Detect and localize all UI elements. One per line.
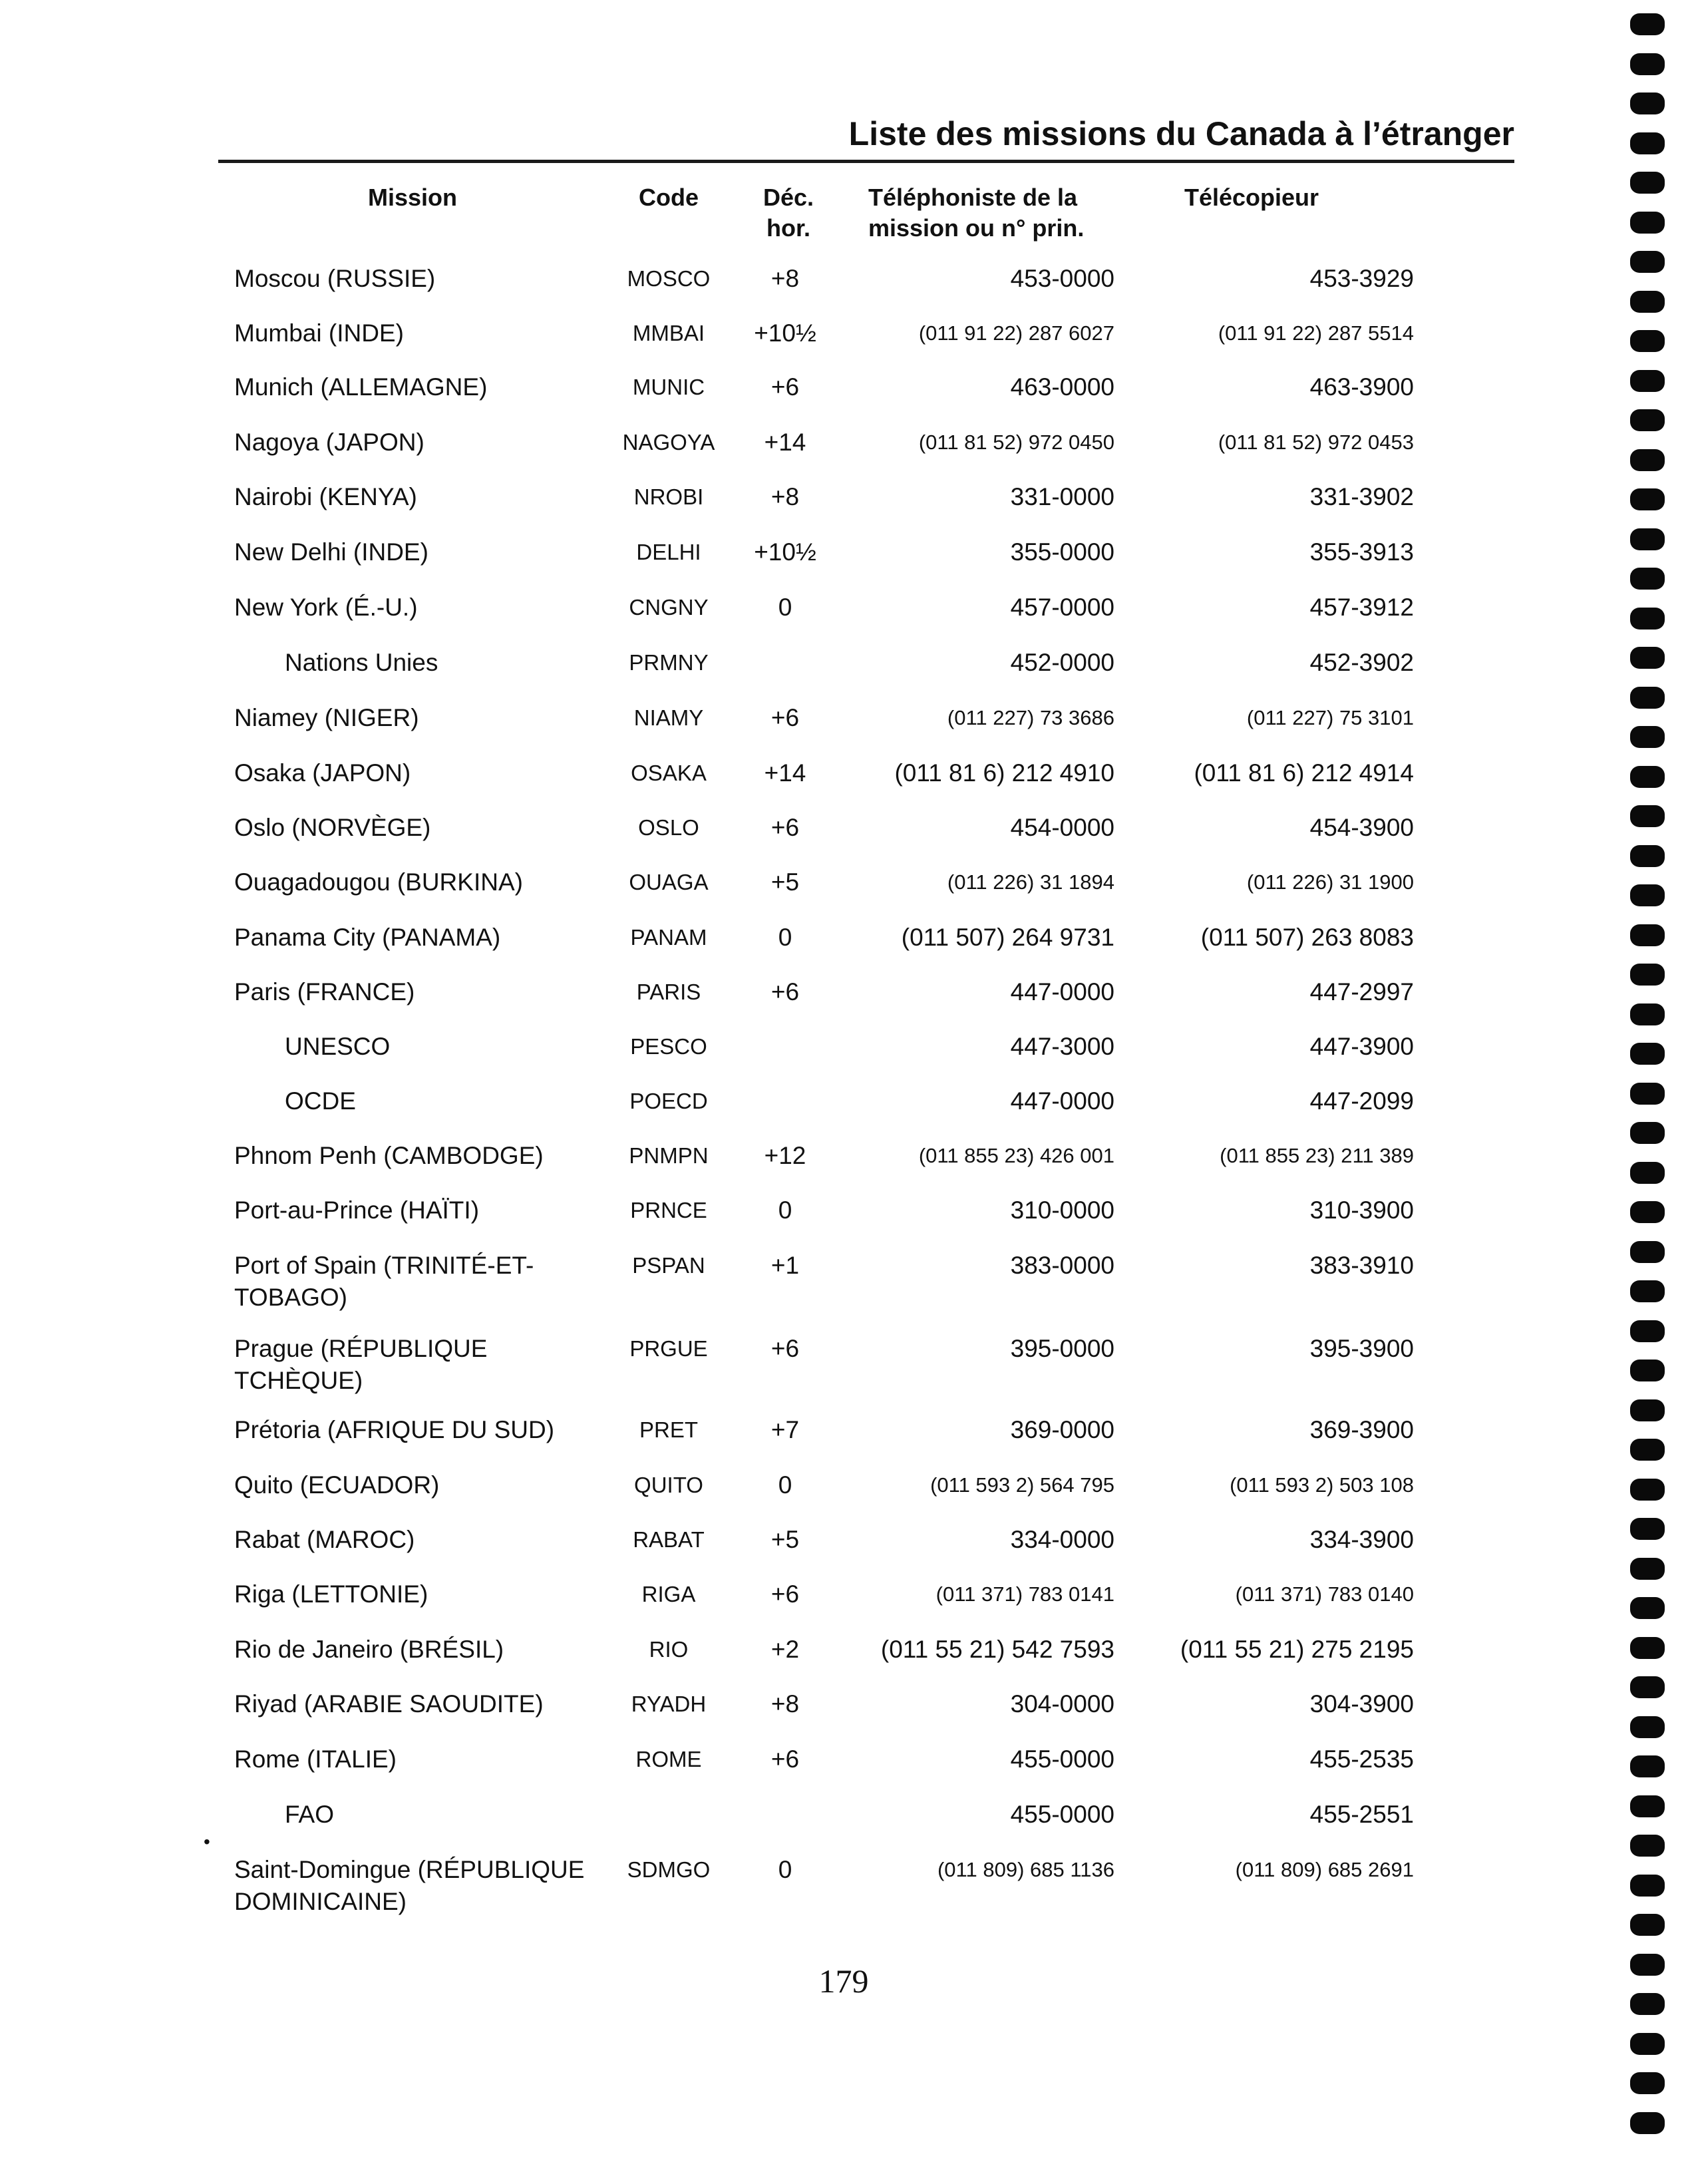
telephone: 334-0000 xyxy=(1010,1526,1114,1553)
binding-hole xyxy=(1630,92,1665,114)
time-offset: +8 xyxy=(770,1690,800,1718)
time-offset: +10½ xyxy=(754,538,816,566)
time-offset: +14 xyxy=(764,429,806,456)
binding-hole xyxy=(1630,1479,1665,1501)
binding-hole xyxy=(1630,1043,1665,1065)
page-number: 179 xyxy=(818,1962,869,2000)
fax: 383-3910 xyxy=(1309,1252,1414,1279)
binding-hole xyxy=(1630,1201,1665,1223)
fax: (011 81 6) 212 4914 xyxy=(1194,759,1414,787)
telephone: 369-0000 xyxy=(1010,1416,1114,1443)
header-mission: Mission xyxy=(367,184,457,211)
binding-hole xyxy=(1630,528,1665,550)
mission-name: Nagoya (JAPON) xyxy=(234,429,424,456)
telephone: (011 371) 783 0141 xyxy=(935,1582,1114,1606)
binding-hole xyxy=(1630,172,1665,194)
fax: 304-3900 xyxy=(1309,1690,1414,1718)
fax: (011 227) 75 3101 xyxy=(1246,706,1414,729)
header-time-offset xyxy=(739,182,838,244)
mission-name: Rome (ITALIE) xyxy=(234,1745,397,1773)
mission-code: PRNCE xyxy=(630,1198,707,1222)
header-telephone-line2: mission ou n° prin. xyxy=(868,214,1085,242)
mission-name: Paris (FRANCE) xyxy=(234,978,415,1005)
mission-code: RABAT xyxy=(633,1527,705,1552)
telephone: 463-0000 xyxy=(1010,373,1114,401)
telephone: (011 227) 73 3686 xyxy=(947,706,1114,729)
binding-hole xyxy=(1630,884,1665,906)
mission-name: Port of Spain (TRINITÉ-ET-TOBAGO) xyxy=(234,1252,534,1311)
time-offset: 0 xyxy=(778,594,792,621)
telephone: (011 226) 31 1894 xyxy=(947,870,1114,894)
fax: 447-2997 xyxy=(1309,978,1414,1005)
time-offset: +7 xyxy=(770,1416,800,1443)
time-offset: +5 xyxy=(770,868,800,896)
mission-code: PSPAN xyxy=(632,1253,705,1278)
telephone: 447-3000 xyxy=(1010,1033,1114,1060)
mission-code: RYADH xyxy=(631,1692,707,1716)
fax: (011 226) 31 1900 xyxy=(1246,870,1414,894)
binding-hole xyxy=(1630,1637,1665,1659)
mission-code: SDMGO xyxy=(627,1857,711,1882)
mission-code: PNMPN xyxy=(629,1143,709,1168)
binding-hole xyxy=(1630,1597,1665,1619)
telephone: 455-0000 xyxy=(1010,1745,1114,1773)
time-offset: +6 xyxy=(770,978,800,1005)
fax: 369-3900 xyxy=(1309,1416,1414,1443)
header-telephone-line1: Téléphoniste de la xyxy=(868,184,1078,211)
mission-name: FAO xyxy=(285,1801,335,1828)
fax: 453-3929 xyxy=(1309,265,1414,292)
binding-hole xyxy=(1630,409,1665,431)
time-offset: +6 xyxy=(770,704,800,731)
fax: 447-3900 xyxy=(1309,1033,1414,1060)
mission-code: PRGUE xyxy=(629,1336,708,1361)
binding-hole xyxy=(1630,1122,1665,1144)
title-rule xyxy=(218,160,1514,163)
fax: 455-2551 xyxy=(1309,1801,1414,1828)
time-offset: +8 xyxy=(770,483,800,510)
binding-hole xyxy=(1630,1993,1665,2015)
binding-hole xyxy=(1630,1716,1665,1738)
bullet-mark: • xyxy=(204,1831,210,1852)
binding-hole xyxy=(1630,291,1665,313)
time-offset: +2 xyxy=(770,1636,800,1663)
mission-code: NIAMY xyxy=(633,705,704,730)
mission-code: RIO xyxy=(649,1637,689,1662)
mission-name: New York (É.-U.) xyxy=(234,594,418,621)
fax: 454-3900 xyxy=(1309,814,1414,841)
telephone: 310-0000 xyxy=(1010,1196,1114,1224)
mission-name: Prague (RÉPUBLIQUE TCHÈQUE) xyxy=(234,1335,488,1394)
binding-hole xyxy=(1630,212,1665,234)
telephone: (011 91 22) 287 6027 xyxy=(918,321,1114,345)
telephone: (011 81 6) 212 4910 xyxy=(894,759,1114,787)
binding-hole xyxy=(1630,2072,1665,2094)
time-offset: +6 xyxy=(770,1745,800,1773)
telephone: (011 55 21) 542 7593 xyxy=(880,1636,1114,1663)
binding-hole xyxy=(1630,805,1665,827)
mission-code: MMBAI xyxy=(632,321,705,345)
time-offset: +1 xyxy=(770,1252,800,1279)
header-code: Code xyxy=(639,184,699,211)
time-offset: 0 xyxy=(778,1856,792,1883)
fax: (011 371) 783 0140 xyxy=(1235,1582,1414,1606)
binding-hole xyxy=(1630,608,1665,630)
binding-hole xyxy=(1630,1280,1665,1302)
mission-code: ROME xyxy=(635,1747,702,1771)
binding-hole xyxy=(1630,1835,1665,1857)
binding-hole xyxy=(1630,1439,1665,1461)
binding-hole xyxy=(1630,964,1665,986)
fax: (011 809) 685 2691 xyxy=(1235,1858,1414,1881)
mission-code: OUAGA xyxy=(629,870,709,894)
binding-hole xyxy=(1630,1558,1665,1580)
binding-hole xyxy=(1630,568,1665,590)
telephone: 447-0000 xyxy=(1010,1087,1114,1115)
mission-code: PESCO xyxy=(630,1034,707,1059)
fax: 455-2535 xyxy=(1309,1745,1414,1773)
mission-name: Nairobi (KENYA) xyxy=(234,483,417,510)
mission-name: Saint-Domingue (RÉPUBLIQUE DOMINICAINE) xyxy=(234,1856,585,1915)
fax: 355-3913 xyxy=(1309,538,1414,566)
mission-code: POECD xyxy=(629,1089,708,1113)
mission-name: Mumbai (INDE) xyxy=(234,319,404,347)
mission-code: OSLO xyxy=(638,815,699,840)
mission-name: Riyad (ARABIE SAOUDITE) xyxy=(234,1690,544,1718)
binding-hole xyxy=(1630,687,1665,709)
fax: 463-3900 xyxy=(1309,373,1414,401)
binding-hole xyxy=(1630,924,1665,946)
mission-name: Panama City (PANAMA) xyxy=(234,924,501,951)
binding-hole xyxy=(1630,251,1665,273)
mission-name: Nations Unies xyxy=(285,649,438,676)
telephone: 395-0000 xyxy=(1010,1335,1114,1362)
mission-name: Phnom Penh (CAMBODGE) xyxy=(234,1142,544,1169)
binding-hole xyxy=(1630,1003,1665,1025)
time-offset: +12 xyxy=(764,1142,806,1169)
fax: (011 55 21) 275 2195 xyxy=(1180,1636,1414,1663)
mission-code: PRMNY xyxy=(629,650,709,675)
binding-hole xyxy=(1630,1755,1665,1777)
time-offset: +6 xyxy=(770,373,800,401)
mission-name: Oslo (NORVÈGE) xyxy=(234,814,431,841)
mission-code: OSAKA xyxy=(631,761,707,785)
fax: (011 593 2) 503 108 xyxy=(1230,1473,1414,1497)
binding-hole xyxy=(1630,1518,1665,1540)
telephone: (011 855 23) 426 001 xyxy=(918,1144,1114,1167)
mission-code: RIGA xyxy=(641,1582,696,1606)
binding-hole xyxy=(1630,766,1665,788)
mission-name: Rio de Janeiro (BRÉSIL) xyxy=(234,1636,504,1663)
mission-name: Munich (ALLEMAGNE) xyxy=(234,373,488,401)
binding-hole xyxy=(1630,370,1665,392)
binding-hole xyxy=(1630,1399,1665,1421)
binding-hole xyxy=(1630,1083,1665,1105)
binding-hole xyxy=(1630,330,1665,352)
binding-hole xyxy=(1630,1676,1665,1698)
mission-name: Ouagadougou (BURKINA) xyxy=(234,868,523,896)
time-offset: 0 xyxy=(778,1196,792,1224)
time-offset: 0 xyxy=(778,1471,792,1499)
time-offset: +8 xyxy=(770,265,800,292)
fax: 395-3900 xyxy=(1309,1335,1414,1362)
mission-code: PANAM xyxy=(630,925,707,950)
telephone: 304-0000 xyxy=(1010,1690,1114,1718)
fax: (011 855 23) 211 389 xyxy=(1220,1144,1414,1167)
mission-code: NAGOYA xyxy=(622,430,715,455)
binding-holes xyxy=(1630,13,1670,2169)
telephone: 331-0000 xyxy=(1010,483,1114,510)
header-telephone xyxy=(868,182,1148,244)
binding-hole xyxy=(1630,647,1665,669)
mission-name: Riga (LETTONIE) xyxy=(234,1580,428,1608)
mission-name: Port-au-Prince (HAÏTI) xyxy=(234,1196,480,1224)
telephone: (011 81 52) 972 0450 xyxy=(918,431,1114,454)
mission-code: MUNIC xyxy=(632,375,705,399)
time-offset: +6 xyxy=(770,814,800,841)
fax: (011 81 52) 972 0453 xyxy=(1218,431,1414,454)
mission-code: PRET xyxy=(639,1417,698,1442)
fax: 331-3902 xyxy=(1309,483,1414,510)
header-time-offset-line1: Déc. xyxy=(762,184,814,211)
time-offset: +5 xyxy=(770,1526,800,1553)
binding-hole xyxy=(1630,449,1665,471)
binding-hole xyxy=(1630,1795,1665,1817)
telephone: 455-0000 xyxy=(1010,1801,1114,1828)
binding-hole xyxy=(1630,1954,1665,1976)
telephone: (011 507) 264 9731 xyxy=(901,924,1114,951)
mission-code: CNGNY xyxy=(629,595,709,620)
fax: 447-2099 xyxy=(1309,1087,1414,1115)
binding-hole xyxy=(1630,1162,1665,1184)
mission-name: New Delhi (INDE) xyxy=(234,538,428,566)
telephone: (011 809) 685 1136 xyxy=(937,1858,1114,1881)
mission-name: Moscou (RUSSIE) xyxy=(234,265,436,292)
binding-hole xyxy=(1630,488,1665,510)
binding-hole xyxy=(1630,726,1665,748)
time-offset: +14 xyxy=(764,759,806,787)
binding-hole xyxy=(1630,1320,1665,1342)
time-offset: 0 xyxy=(778,924,792,951)
mission-name: Quito (ECUADOR) xyxy=(234,1471,440,1499)
mission-code: DELHI xyxy=(636,540,701,564)
binding-hole xyxy=(1630,2033,1665,2055)
mission-name: Rabat (MAROC) xyxy=(234,1526,415,1553)
binding-hole xyxy=(1630,2112,1665,2134)
telephone: 447-0000 xyxy=(1010,978,1114,1005)
binding-hole xyxy=(1630,1875,1665,1897)
page-title: Liste des missions du Canada à l’étranger xyxy=(848,115,1514,152)
fax: 452-3902 xyxy=(1309,649,1414,676)
binding-hole xyxy=(1630,1360,1665,1381)
binding-hole xyxy=(1630,53,1665,75)
telephone: 452-0000 xyxy=(1010,649,1114,676)
fax: 334-3900 xyxy=(1309,1526,1414,1553)
telephone: 453-0000 xyxy=(1010,265,1114,292)
mission-name: Niamey (NIGER) xyxy=(234,704,419,731)
fax: (011 507) 263 8083 xyxy=(1200,924,1414,951)
header-fax: Télécopieur xyxy=(1184,184,1319,211)
mission-name: OCDE xyxy=(285,1087,356,1115)
fax: 310-3900 xyxy=(1309,1196,1414,1224)
mission-code: MOSCO xyxy=(627,266,711,291)
binding-hole xyxy=(1630,13,1665,35)
mission-code: QUITO xyxy=(634,1473,703,1497)
mission-name: Prétoria (AFRIQUE DU SUD) xyxy=(234,1416,555,1443)
mission-code: PARIS xyxy=(636,980,701,1004)
binding-hole xyxy=(1630,1914,1665,1936)
telephone: 355-0000 xyxy=(1010,538,1114,566)
fax: 457-3912 xyxy=(1309,594,1414,621)
binding-hole xyxy=(1630,1241,1665,1263)
telephone: 383-0000 xyxy=(1010,1252,1114,1279)
fax: (011 91 22) 287 5514 xyxy=(1218,321,1414,345)
time-offset: +6 xyxy=(770,1335,800,1362)
mission-name: UNESCO xyxy=(285,1033,391,1060)
telephone: 457-0000 xyxy=(1010,594,1114,621)
binding-hole xyxy=(1630,132,1665,154)
header-time-offset-line2: hor. xyxy=(766,214,810,242)
time-offset: +10½ xyxy=(754,319,816,347)
telephone: 454-0000 xyxy=(1010,814,1114,841)
mission-code: NROBI xyxy=(633,484,704,509)
time-offset: +6 xyxy=(770,1580,800,1608)
telephone: (011 593 2) 564 795 xyxy=(930,1473,1114,1497)
mission-name: Osaka (JAPON) xyxy=(234,759,411,787)
binding-hole xyxy=(1630,845,1665,867)
